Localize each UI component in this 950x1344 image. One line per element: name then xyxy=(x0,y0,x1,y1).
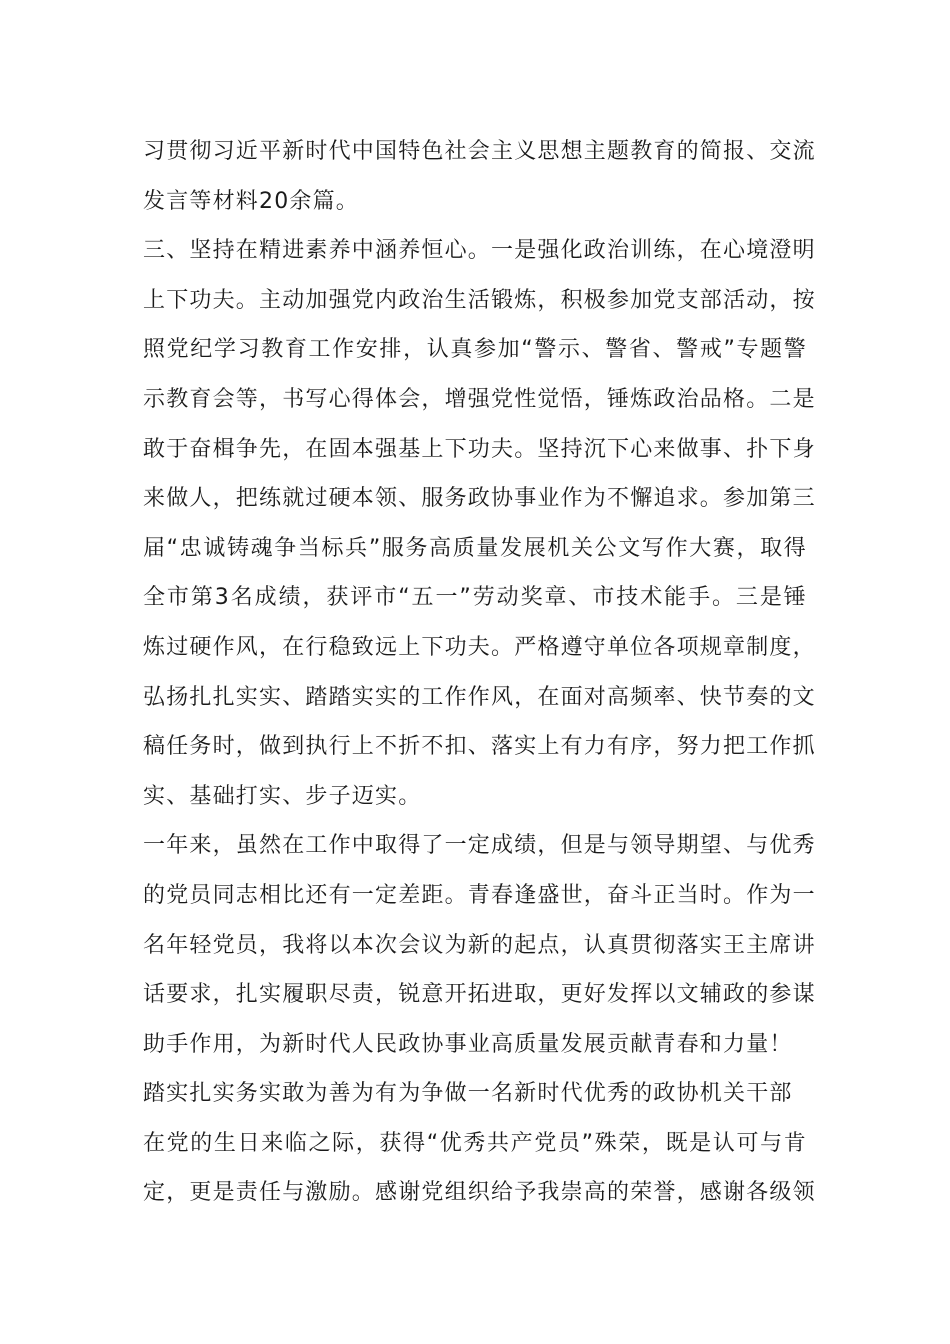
text-line: 敢于奋楫争先，在固本强基上下功夫。坚持沉下心来做事、扑下身 xyxy=(143,436,816,462)
text-line: 定，更是责任与激励。感谢党组织给予我崇高的荣誉，感谢各级领 xyxy=(143,1180,816,1206)
text-line: 届“忠诚铸魂争当标兵”服务高质量发展机关公文写作大赛，取得 xyxy=(143,535,807,561)
text-line: 炼过硬作风，在行稳致远上下功夫。严格遵守单位各项规章制度， xyxy=(143,634,816,660)
text-line: 踏实扎实务实敢为善为有为争做一名新时代优秀的政协机关干部 xyxy=(143,1081,793,1107)
text-line: 全市第3名成绩，获评市“五一”劳动奖章、市技术能手。三是锤 xyxy=(143,585,807,611)
text-line: 弘扬扎扎实实、踏踏实实的工作作风，在面对高频率、快节奏的文 xyxy=(143,684,816,710)
text-line: 来做人，把练就过硬本领、服务政协事业作为不懈追求。参加第三 xyxy=(143,486,816,512)
text-line: 习贯彻习近平新时代中国特色社会主义思想主题教育的简报、交流 xyxy=(143,139,816,164)
text-line: 稿任务时，做到执行上不折不扣、落实上有力有序，努力把工作抓 xyxy=(143,734,816,760)
text-line: 话要求，扎实履职尽责，锐意开拓进取，更好发挥以文辅政的参谋 xyxy=(143,982,816,1008)
text-line: 发言等材料20余篇。 xyxy=(143,188,359,214)
text-line: 照党纪学习教育工作安排，认真参加“警示、警省、警戒”专题警 xyxy=(143,337,807,363)
text-line: 示教育会等，书写心得体会，增强党性觉悟，锤炼政治品格。二是 xyxy=(143,386,816,412)
document-body xyxy=(143,127,816,1218)
text-line: 在党的生日来临之际，获得“优秀共产党员”殊荣，既是认可与肯 xyxy=(143,1130,807,1156)
text-line: 实、基础打实、步子迈实。 xyxy=(143,783,422,809)
text-line: 名年轻党员，我将以本次会议为新的起点，认真贯彻落实王主席讲 xyxy=(143,932,816,958)
text-line: 上下功夫。主动加强党内政治生活锻炼，积极参加党支部活动，按 xyxy=(143,287,816,313)
text-line: 一年来，虽然在工作中取得了一定成绩，但是与领导期望、与优秀 xyxy=(143,833,816,859)
text-line: 三、坚持在精进素养中涵养恒心。一是强化政治训练，在心境澄明 xyxy=(143,238,816,264)
text-line: 的党员同志相比还有一定差距。青春逢盛世，奋斗正当时。作为一 xyxy=(143,882,816,908)
text-line: 助手作用，为新时代人民政协事业高质量发展贡献青春和力量！ xyxy=(143,1031,793,1057)
